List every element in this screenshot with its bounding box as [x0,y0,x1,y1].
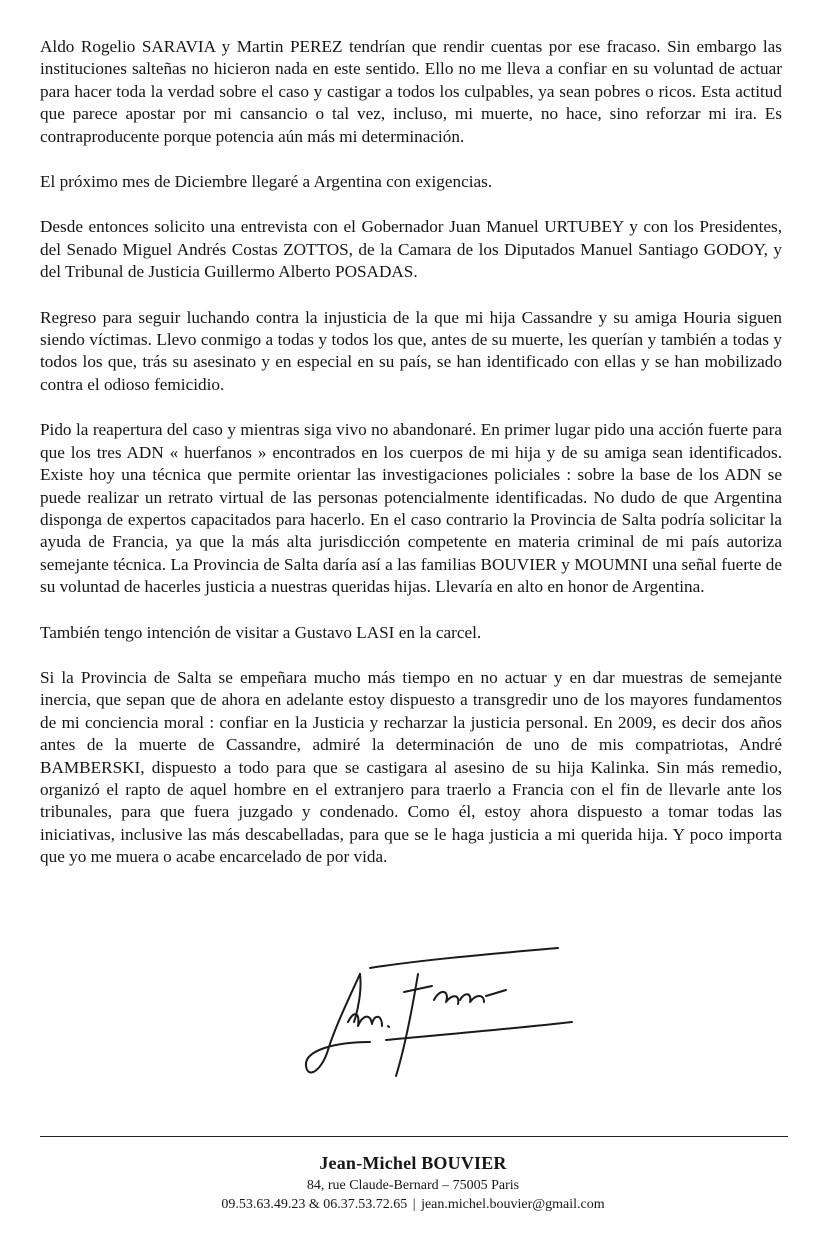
sender-contact [0,1195,826,1214]
paragraph-1: Aldo Rogelio SARAVIA y Martin PEREZ tendrían que rendir cuentas por ese fracaso. Sin embargo las instituciones salteñas no hicieron nada en este sentido. Ello no me lleva a confiar en su voluntad de actuar para hacer toda la verdad sobre el caso y castigar a todos los culpables, ya sean pobres o ricos. Esta actitud que parece apostar por mi cansancio o tal vez, incluso, mi muerte, no hace, sino reforzar mi ira. Es contraproducente porque potencia aún más mi determinación. [40,37,782,146]
paragraph-4: Regreso para seguir luchando contra la injusticia de la que mi hija Cassandre y su amiga Houria siguen siendo víctimas. Llevo conmigo a todas y todos los que, antes de su muerte, les querían y también a todas y todos los que, trás su asesinato y en especial en su país, se han identificado con ellas y se han mobilizado contra el odioso femicidio. [40,307,782,394]
sender-phones: 09.53.63.49.23 & 06.37.53.72.65 [221,1197,408,1212]
sender-address: 84, rue Claude-Bernard – 75005 Paris [306,1178,520,1193]
paragraph-7: Si la Provincia de Salta se empeñara mucho más tiempo en no actuar y en dar muestras de semejante inercia, que sepan que de ahora en adelante estoy dispuesto a transgredir uno de los mayores fundamentos de mi conciencia moral : confiar en la Justicia y recharzar la justicia personal. En 2009, es decir dos años antes de la muerte de Cassandre, admiré la determinación de uno de mis compatriotas, André BAMBERSKI, dispuesto a todo para que se castigara al asesino de su hija Kalinka. Sin más remedio, organizó el rapto de aquel hombre en el extranjero para traerlo a Francia con el fin de llevarle ante los tribunales, para que fuera juzgado y condenado. Como él, estoy ahora dispuesto a tomar todas las iniciativas, inclusive las más descabelladas, para que se le haga justicia a mi querida hija. Y poco importa que yo me muera o acabe encarcelado de por vida. [40,667,782,867]
handwritten-signature [300,930,600,1100]
contact-separator: | [412,1197,416,1212]
signature-drawing [300,930,600,1100]
footer-divider [40,1136,788,1137]
letterhead-footer [0,1152,826,1214]
letter-body [40,36,782,892]
paragraph-3: Desde entonces solicito una entrevista con el Gobernador Juan Manuel URTUBEY y con los Presidentes, del Senado Miguel Andrés Costas ZOTTOS, de la Camara de los Diputados Manuel Santiago GODOY, y del Tribunal de Justicia Guillermo Alberto POSADAS. [40,217,782,282]
paragraph-2: El próximo mes de Diciembre llegaré a Argentina con exigencias. [40,172,493,192]
paragraph-6: También tengo intención de visitar a Gustavo LASI en la carcel. [40,622,482,642]
sender-email: jean.michel.bouvier@gmail.com [421,1197,605,1212]
paragraph-5: Pido la reapertura del caso y mientras siga vivo no abandonaré. En primer lugar pido una acción fuerte para que los tres ADN « huerfanos » encontrados en los cuerpos de mi hija y de su amiga sean identificados. Existe hoy una técnica que permite orientar las investigaciones policiales : sobre la base de los ADN se puede realizar un retrato virtual de las personas potencialmente identificadas. No dudo de que Argentina disponga de expertos capacitados para hacerlo. En el caso contrario la Provincia de Salta podría solicitar la ayuda de Francia, ya que la más alta jurisdicción competente en materia criminal de mi país autoriza semejante técnica. La Provincia de Salta daría así a las familias BOUVIER y MOUMNI una señal fuerte de su voluntad de hacerles justicia a nuestras queridas hijas. Llevaría en alto en honor de Argentina. [40,420,782,597]
sender-name: Jean-Michel BOUVIER [319,1153,507,1173]
